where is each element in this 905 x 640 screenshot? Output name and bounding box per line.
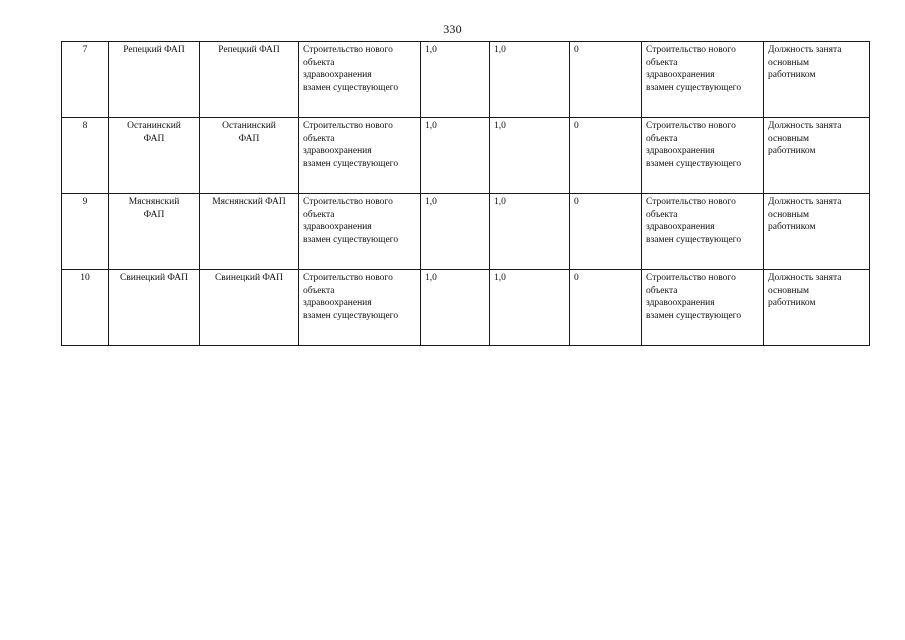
row-number-text: 7: [82, 45, 88, 55]
value-1-text: 1,0: [425, 121, 437, 131]
value-1-text: 1,0: [425, 197, 437, 207]
planned-works-2-cell: [642, 42, 764, 118]
value-1-cell: [421, 118, 490, 194]
facility-name-text: Свинецкий ФАП: [119, 273, 189, 283]
staffing-note-cell: [764, 270, 870, 346]
row-number-cell: [62, 270, 109, 346]
facility-full-name-cell: [200, 194, 299, 270]
value-3-text: 0: [574, 121, 579, 131]
row-number-cell: [62, 42, 109, 118]
value-3-text: 0: [574, 273, 579, 283]
staffing-note-cell: [764, 118, 870, 194]
planned-works-2-text: Строительство нового объекта здравоохранения взамен существующего: [646, 197, 742, 245]
staffing-note-cell: [764, 194, 870, 270]
row-number-text: 10: [80, 273, 90, 283]
facility-name-cell: [109, 194, 200, 270]
planned-works-cell: [299, 42, 421, 118]
table-row: [62, 270, 870, 346]
facility-full-name-text: Останинский ФАП: [222, 121, 276, 144]
table-row: [62, 194, 870, 270]
facility-name-cell: [109, 42, 200, 118]
value-2-text: 1,0: [494, 45, 506, 55]
facility-full-name-text: Репецкий ФАП: [218, 45, 280, 55]
value-1-cell: [421, 270, 490, 346]
row-number-text: 9: [82, 197, 88, 207]
value-2-cell: [490, 118, 570, 194]
row-number-cell: [62, 194, 109, 270]
value-2-text: 1,0: [494, 197, 506, 207]
value-3-cell: [570, 118, 642, 194]
staffing-note-text: Должность занята основным работником: [768, 45, 842, 80]
facility-full-name-text: Мяснянский ФАП: [212, 197, 286, 207]
facility-name-cell: [109, 270, 200, 346]
staffing-note-text: Должность занята основным работником: [768, 197, 842, 232]
planned-works-2-text: Строительство нового объекта здравоохранения взамен существующего: [646, 121, 742, 169]
facility-full-name-cell: [200, 42, 299, 118]
planned-works-text: Строительство нового объекта здравоохранения взамен существующего: [303, 197, 399, 245]
table-body: [62, 42, 870, 346]
planned-works-text: Строительство нового объекта здравоохранения взамен существующего: [303, 45, 399, 93]
staffing-note-text: Должность занята основным работником: [768, 273, 842, 308]
table-row: [62, 42, 870, 118]
value-1-text: 1,0: [425, 273, 437, 283]
planned-works-2-cell: [642, 194, 764, 270]
value-2-cell: [490, 270, 570, 346]
facility-table: [61, 41, 870, 346]
planned-works-cell: [299, 118, 421, 194]
planned-works-cell: [299, 194, 421, 270]
value-2-cell: [490, 42, 570, 118]
value-2-text: 1,0: [494, 121, 506, 131]
facility-full-name-cell: [200, 270, 299, 346]
planned-works-2-text: Строительство нового объекта здравоохранения взамен существующего: [646, 273, 742, 321]
facility-name-cell: [109, 118, 200, 194]
value-3-cell: [570, 42, 642, 118]
planned-works-text: Строительство нового объекта здравоохранения взамен существующего: [303, 121, 399, 169]
planned-works-2-cell: [642, 118, 764, 194]
row-number-cell: [62, 118, 109, 194]
table-row: [62, 118, 870, 194]
planned-works-cell: [299, 270, 421, 346]
value-3-cell: [570, 270, 642, 346]
planned-works-2-text: Строительство нового объекта здравоохранения взамен существующего: [646, 45, 742, 93]
facility-name-text: Мяснянский ФАП: [128, 197, 180, 220]
value-1-cell: [421, 42, 490, 118]
facility-name-text: Останинский ФАП: [127, 121, 181, 144]
value-3-cell: [570, 194, 642, 270]
planned-works-2-cell: [642, 270, 764, 346]
value-2-cell: [490, 194, 570, 270]
page-number: 330: [443, 22, 462, 36]
staffing-note-cell: [764, 42, 870, 118]
value-2-text: 1,0: [494, 273, 506, 283]
value-3-text: 0: [574, 197, 579, 207]
row-number-text: 8: [82, 121, 88, 131]
facility-name-text: Репецкий ФАП: [123, 45, 185, 55]
staffing-note-text: Должность занята основным работником: [768, 121, 842, 156]
facility-full-name-cell: [200, 118, 299, 194]
value-3-text: 0: [574, 45, 579, 55]
value-1-cell: [421, 194, 490, 270]
facility-full-name-text: Свинецкий ФАП: [214, 273, 284, 283]
planned-works-text: Строительство нового объекта здравоохранения взамен существующего: [303, 273, 399, 321]
value-1-text: 1,0: [425, 45, 437, 55]
